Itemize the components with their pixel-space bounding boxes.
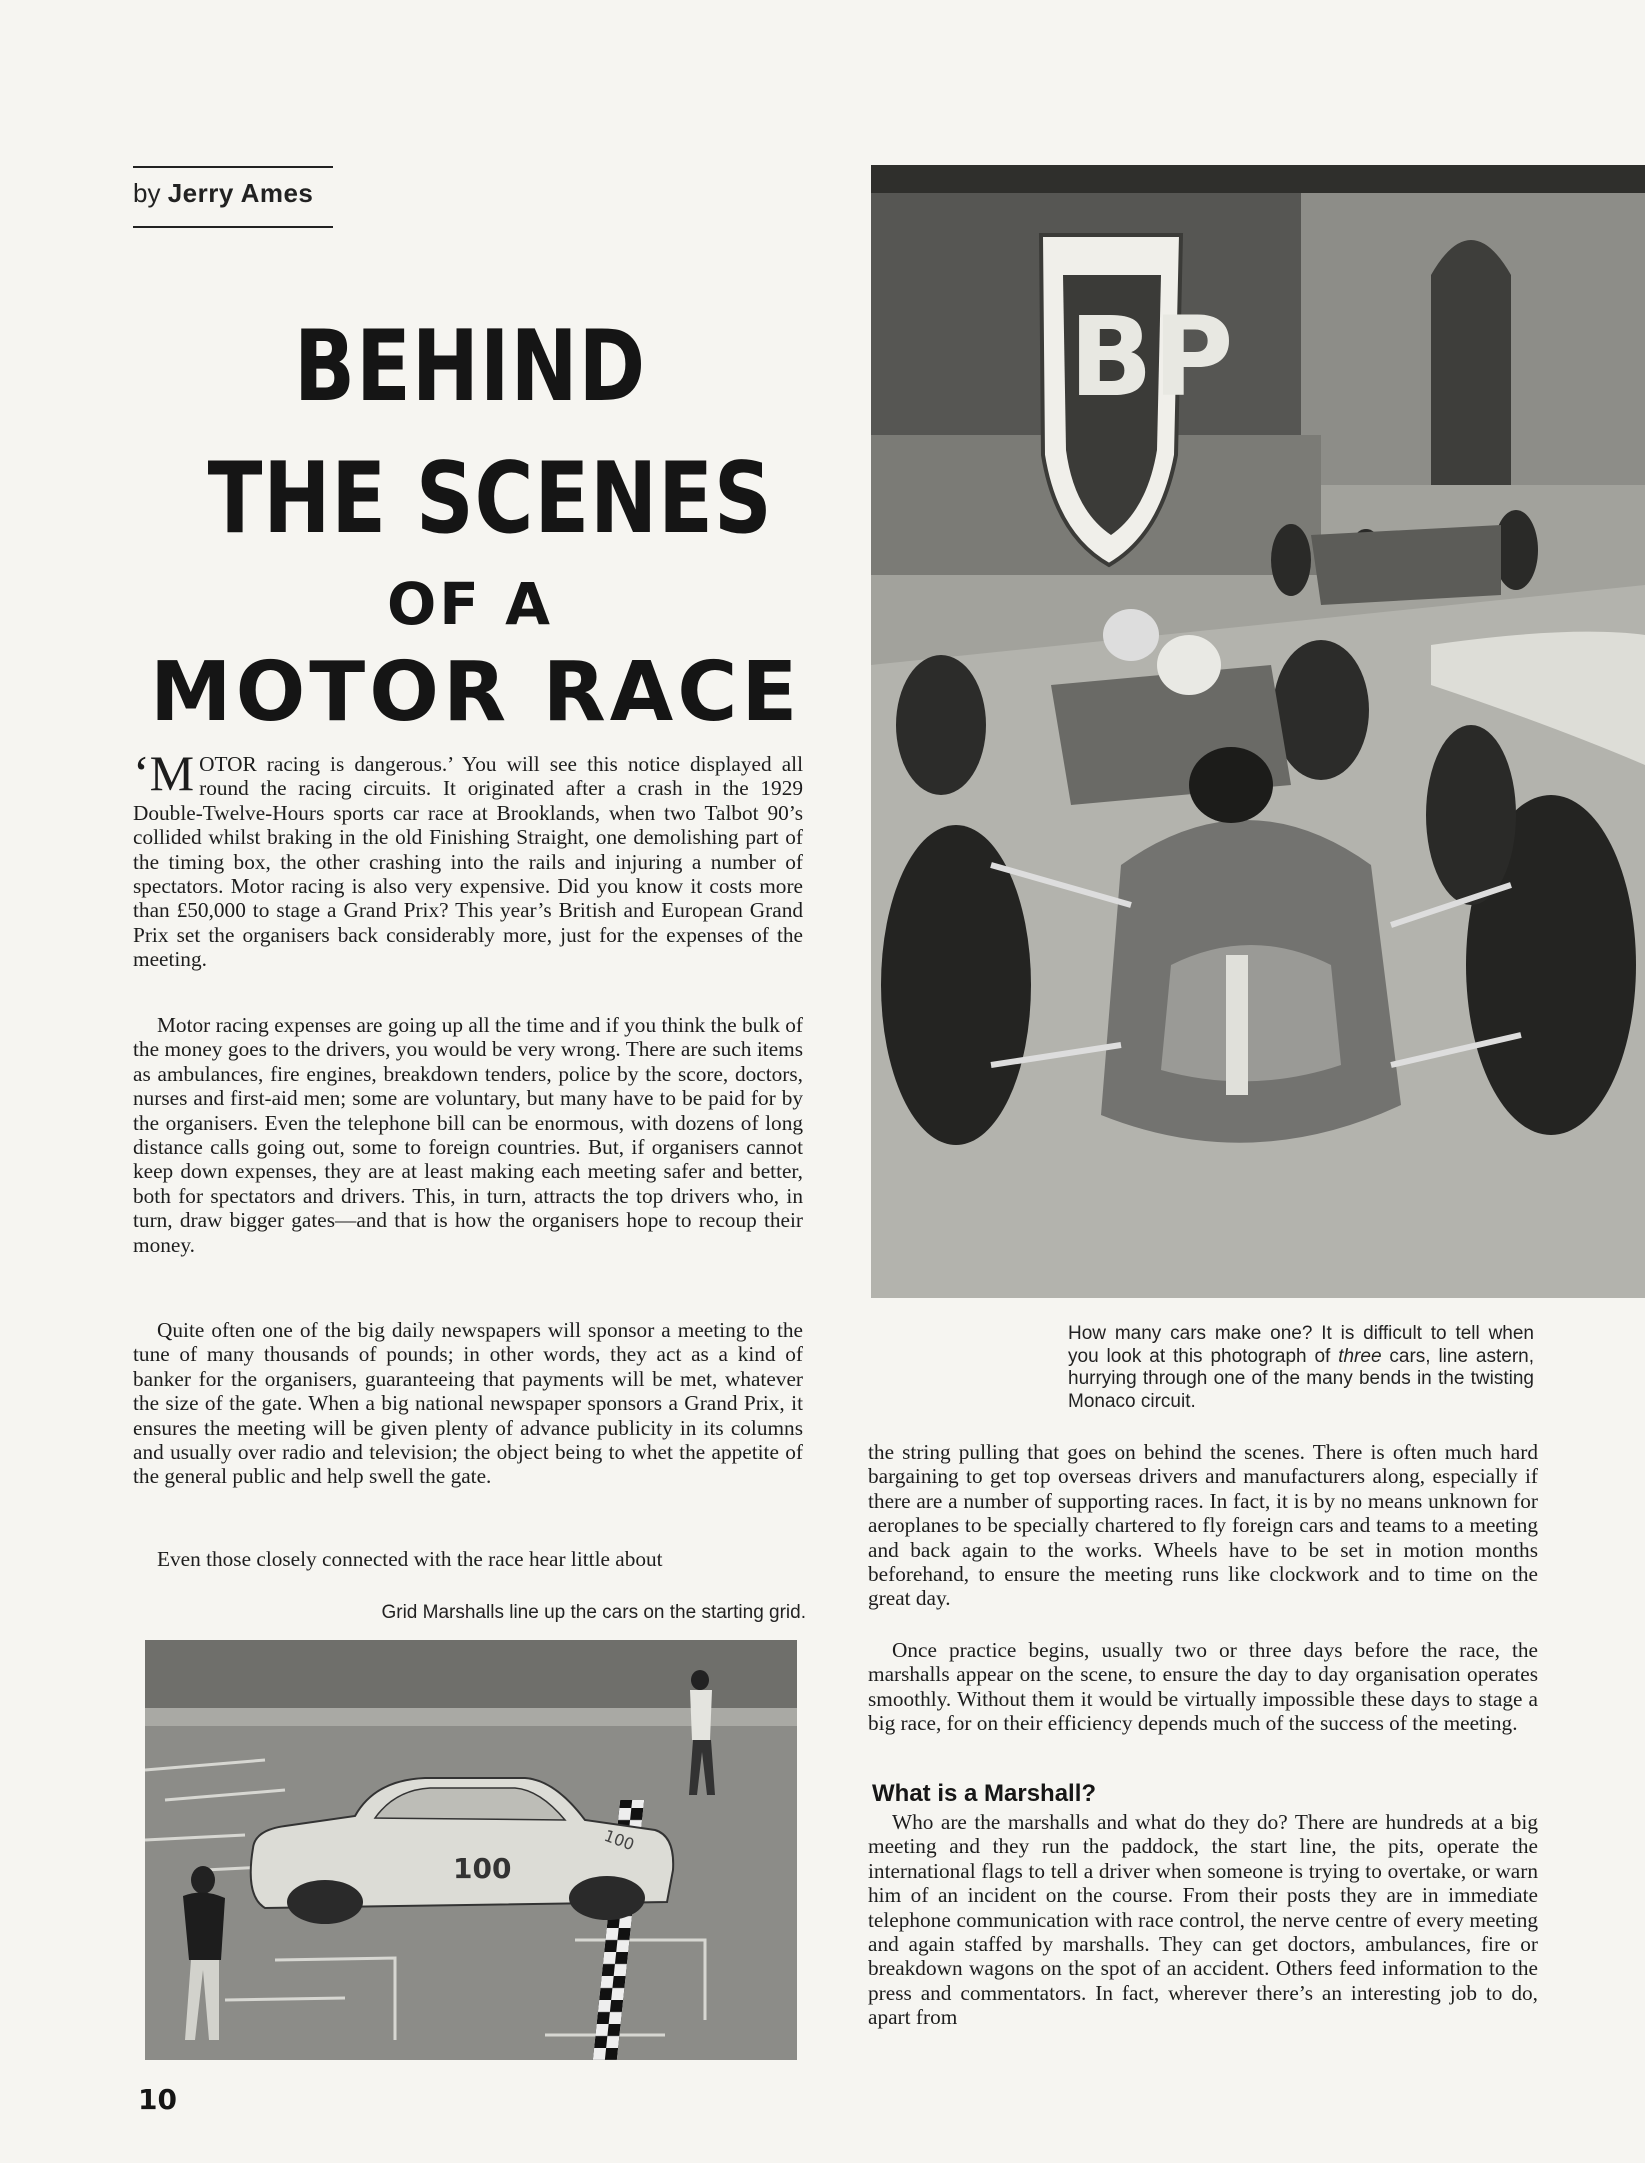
monaco-photo-image xyxy=(871,165,1645,1298)
bp-logo-text: BP xyxy=(1069,293,1234,421)
monaco-photo-caption: How many cars make one? It is difficult to tell when you look at this photograph of three cars, line astern, hurrying through one of the many bends in the twisting Monaco circuit. xyxy=(1068,1323,1535,1412)
drop-cap: ‘M xyxy=(133,745,195,801)
byline-rule-top xyxy=(133,166,333,168)
article-paragraph-3: Quite often one of the big daily newspapers will sponsor a meeting to the tune of many thousands of pounds; in other words, they act as a kind of banker for the organisers, guaranteeing that payments will be met, whatever the size of the gate. When a big national newspaper sponsors a Grand Prix, it ensures the meeting will be given plenty of advance publicity in its columns and usually over radio and television; the object being to whet the appetite of the general public and help swell the gate. xyxy=(133,1318,803,1489)
headline-line-3: OF A xyxy=(386,570,553,638)
article-paragraph-4: Even those closely connected with the race hear little about xyxy=(157,1547,663,1571)
byline xyxy=(133,178,313,209)
article-paragraph-2: Motor racing expenses are going up all the time and if you think the bulk of the money goes to the drivers, you would be very wrong. There are such items as ambulances, fire engines, breakdown tenders, police by the score, doctors, nurses and first-aid men; some are voluntary, but many have to be paid for by the organisers. Even the telephone bill can be enormous, with dozens of long distance calls going out, some to foreign countries. But, if organisers cannot keep down expenses, they are at least making each meeting safer and better, both for spectators and drivers. This, in turn, attracts the top drivers who, in turn, draw bigger gates—and that is how the organisers hope to recoup their money. xyxy=(133,1013,803,1257)
headline-line-1: BEHIND xyxy=(293,310,647,424)
grid-photo xyxy=(145,1640,797,2060)
grid-photo-caption: Grid Marshalls line up the cars on the starting grid. xyxy=(381,1602,806,1623)
grid-photo-image xyxy=(145,1640,797,2060)
article-paragraph-6: Once practice begins, usually two or three days before the race, the marshalls appear on the scene, to ensure the day to day organisation operates smoothly. Without them it would be virtually impossible these days to stage a big race, for on their efficiency depends much of the success of the meeting. xyxy=(868,1638,1538,1736)
headline-line-2: THE SCENES xyxy=(207,442,773,556)
monaco-photo xyxy=(871,165,1645,1298)
page-number: 10 xyxy=(138,2083,177,2116)
article-paragraph-7: Who are the marshalls and what do they do? There are hundreds at a big meeting and they run the paddock, the start line, the pits, operate the international flags to tell a driver when someone is trying to overtake, or warn him of an incident on the course. From their posts they are in immediate telephone communication with race control, the nerve centre of every meeting and again staffed by marshalls. They can get doctors, ambulances, fire or breakdown wagons on the spot of an accident. Others feed information to the press and commentators. In fact, wherever there’s an interesting job to do, apart from xyxy=(868,1810,1538,2030)
byline-prefix: by xyxy=(133,178,161,208)
article-paragraph-1: ‘MOTOR racing is dangerous.’ You will see this notice displayed all round the racing circuits. It originated after a crash in the 1929 Double-Twelve-Hours sports car race at Brooklands, when two Talbot 90’s collided whilst braking in the old Finishing Straight, one demolishing part of the timing box, the other crashing into the rails and injuring a number of spectators. Motor racing is also very expensive. Did you know it costs more than £50,000 to stage a Grand Prix? This year’s British and European Grand Prix set the organisers back considerably more, just for the expenses of the meeting. xyxy=(133,745,803,972)
car-number-side-label: 100 xyxy=(601,1825,637,1855)
car-number-label: 100 xyxy=(453,1852,512,1885)
section-subhead: What is a Marshall? xyxy=(872,1780,1097,1807)
article-paragraph-5: the string pulling that goes on behind the scenes. There is often much hard bargaining to get top overseas drivers and manufacturers along, especially if there are a number of supporting races. In fact, it is by no means unknown for aeroplanes to be specially chartered to fly foreign cars and teams to a meeting and back again to the works. Wheels have to be set in motion months beforehand, to ensure the meeting runs like clockwork and to time on the great day. xyxy=(868,1440,1538,1611)
byline-author: Jerry Ames xyxy=(167,178,314,208)
headline-line-4: MOTOR RACE xyxy=(150,645,802,740)
byline-rule-bottom xyxy=(133,226,333,228)
